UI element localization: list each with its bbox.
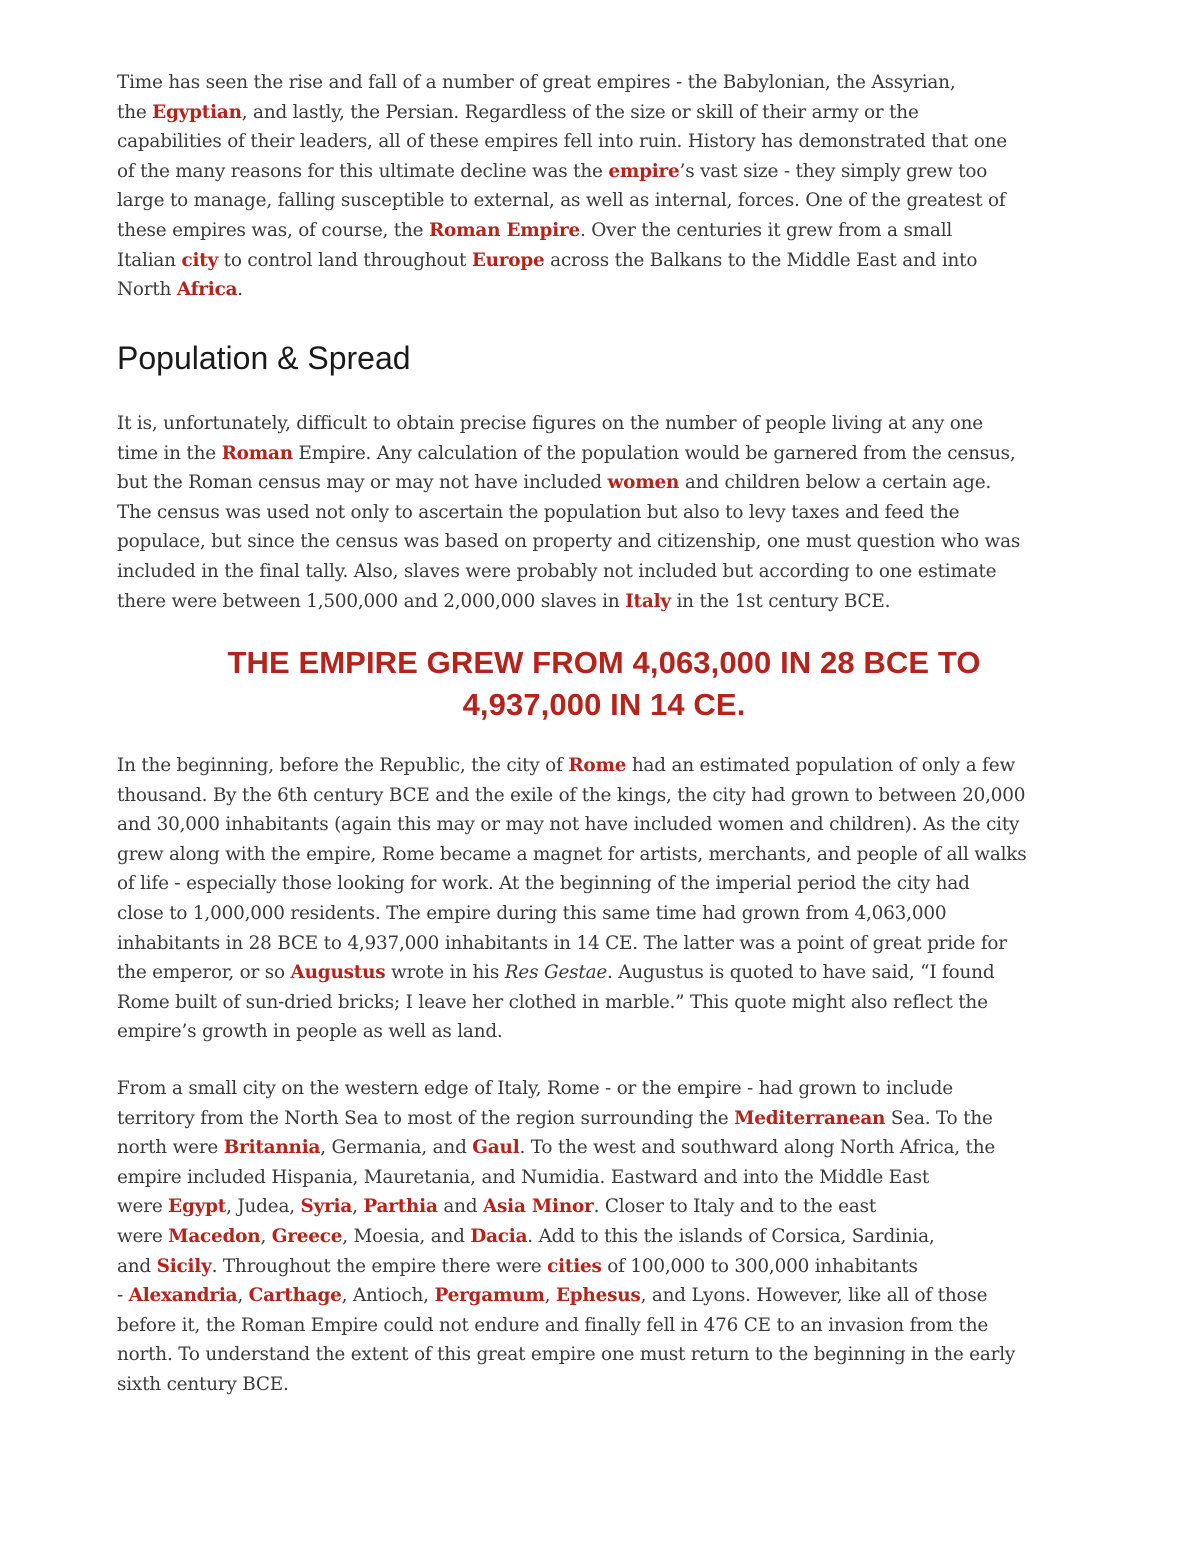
link-dacia[interactable]: Dacia (470, 1225, 528, 1247)
text: there were between 1,500,000 and 2,000,000 slaves in (117, 590, 626, 612)
text: Italian (117, 249, 182, 271)
text: and (117, 1255, 157, 1277)
text: grew along with the empire, Rome became a magnet for artists, merchants, and people of all walks (117, 843, 1027, 865)
text: the emperor, or so (117, 962, 291, 984)
text: Empire. Any calculation of the population would be garnered from the census, (292, 442, 1016, 464)
link-parthia[interactable]: Parthia (363, 1196, 438, 1218)
text: thousand. By the 6th century BCE and the exile of the kings, the city had grown to between 20,000 (117, 784, 1026, 806)
text: North (117, 279, 177, 301)
text: large to manage, falling susceptible to external, as well as internal, forces. One of the greatest of (117, 190, 1006, 212)
text: had an estimated population of only a few (626, 755, 1015, 776)
text: Time has seen the rise and fall of a number of great empires - the Babylonian, the Assyrian, (117, 72, 956, 93)
link-egypt[interactable]: Egypt (168, 1196, 227, 1218)
text: but the Roman census may or may not have included (117, 472, 608, 494)
text: In the beginning, before the Republic, the city of (117, 755, 569, 776)
text: ’s vast size - they simply grew too (679, 160, 988, 182)
link-carthage[interactable]: Carthage (248, 1285, 342, 1307)
link-syria[interactable]: Syria (300, 1196, 353, 1218)
text: , Judea, (226, 1196, 301, 1218)
link-britannia[interactable]: Britannia (223, 1137, 321, 1159)
link-ephesus[interactable]: Ephesus (555, 1285, 641, 1307)
text: . Add to this the islands of Corsica, Sardinia, (527, 1225, 935, 1247)
text: and 30,000 inhabitants (again this may or may not have included women and children). As the city (117, 814, 1020, 836)
text: , Moesia, and (342, 1225, 471, 1247)
link-empire[interactable]: empire (608, 160, 680, 182)
link-women[interactable]: women (607, 472, 680, 494)
text: sixth century BCE. (117, 1373, 289, 1395)
text: - (117, 1285, 129, 1307)
link-cities[interactable]: cities (547, 1255, 602, 1277)
text: included in the final tally. Also, slaves were probably not included but according to one estimate (117, 560, 997, 582)
text: . Closer to Italy and to the east (593, 1196, 877, 1218)
link-rome[interactable]: Rome (568, 755, 627, 776)
text: of life - especially those looking for work. At the beginning of the imperial period the city had (117, 873, 970, 895)
text: Sea. To the (885, 1107, 993, 1129)
beginning-paragraph (117, 751, 1092, 1047)
res-gestae-title: Res Gestae (504, 962, 608, 984)
intro-paragraph (117, 68, 1092, 305)
text: and children below a certain age. (679, 472, 992, 494)
link-greece[interactable]: Greece (271, 1225, 343, 1247)
text: territory from the North Sea to most of the region surrounding the (117, 1107, 735, 1129)
text: , (544, 1285, 556, 1307)
text: of 100,000 to 300,000 inhabitants (601, 1255, 918, 1277)
text: , and Lyons. However, like all of those (640, 1285, 988, 1307)
section-heading: Population & Spread (117, 340, 411, 376)
text: . Over the centuries it grew from a small (579, 219, 953, 241)
link-egyptian[interactable]: Egyptian (152, 101, 242, 123)
text: these empires was, of course, the (117, 219, 429, 241)
link-alexandria[interactable]: Alexandria (128, 1285, 238, 1307)
text: of the many reasons for this ultimate decline was the (117, 160, 609, 182)
link-africa[interactable]: Africa (176, 279, 238, 301)
text: close to 1,000,000 residents. The empire during this same time had grown from 4,063,000 (117, 902, 947, 924)
text: north. To understand the extent of this great empire one must return to the beginning in the early (117, 1344, 1016, 1366)
text: were (117, 1196, 169, 1218)
text: , and lastly, the Persian. Regardless of the size or skill of their army or the (241, 101, 919, 123)
text: across the Balkans to the Middle East and into (544, 249, 978, 271)
text: inhabitants in 28 BCE to 4,937,000 inhabitants in 14 CE. The latter was a point of great pride for (117, 932, 1007, 954)
text: and (437, 1196, 483, 1218)
text: in the 1st century BCE. (670, 590, 891, 612)
link-roman[interactable]: Roman (221, 442, 293, 464)
link-roman-empire[interactable]: Roman Empire (428, 219, 580, 241)
text: , (260, 1225, 272, 1247)
text: populace, but since the census was based on property and citizenship, one must question who was (117, 531, 1021, 553)
text: , Antioch, (341, 1285, 435, 1307)
text: . (237, 279, 243, 301)
territory-paragraph (117, 1074, 1092, 1400)
text: before it, the Roman Empire could not endure and finally fell in 476 CE to an invasion from the (117, 1314, 989, 1336)
text: , Germania, and (320, 1137, 473, 1159)
text: , (237, 1285, 249, 1307)
link-city[interactable]: city (181, 249, 219, 271)
pull-quote-line-2: 4,937,000 IN 14 CE. (462, 687, 746, 722)
pull-quote-line-1: THE EMPIRE GREW FROM 4,063,000 IN 28 BCE TO (227, 645, 981, 680)
text: From a small city on the western edge of Italy, Rome - or the empire - had grown to include (117, 1078, 953, 1099)
link-pergamum[interactable]: Pergamum (434, 1285, 545, 1307)
link-sicily[interactable]: Sicily (156, 1255, 212, 1277)
link-italy[interactable]: Italy (625, 590, 671, 612)
text: the (117, 101, 153, 123)
link-europe[interactable]: Europe (471, 249, 545, 271)
link-augustus[interactable]: Augustus (290, 962, 386, 984)
text: empire’s growth in people as well as land. (117, 1021, 503, 1043)
link-asia-minor[interactable]: Asia Minor (482, 1196, 594, 1218)
text: time in the (117, 442, 222, 464)
link-mediterranean[interactable]: Mediterranean (734, 1107, 886, 1129)
text: capabilities of their leaders, all of these empires fell into ruin. History has demonstrated that one (117, 131, 1007, 153)
text: , (352, 1196, 364, 1218)
text: to control land throughout (218, 249, 472, 271)
text: . To the west and southward along North Africa, the (519, 1137, 996, 1159)
text: were (117, 1225, 169, 1247)
link-macedon[interactable]: Macedon (168, 1225, 261, 1247)
text: north were (117, 1137, 224, 1159)
pull-quote (117, 642, 1033, 726)
text: empire included Hispania, Mauretania, and Numidia. Eastward and into the Middle East (117, 1166, 930, 1188)
text: wrote in his (385, 962, 505, 984)
text: It is, unfortunately, difficult to obtain precise figures on the number of people living at any one (117, 413, 983, 434)
text: The census was used not only to ascertain the population but also to levy taxes and feed the (117, 501, 960, 523)
text: Rome built of sun-dried bricks; I leave her clothed in marble.” This quote might also reflect the (117, 991, 988, 1013)
text: . Augustus is quoted to have said, “I found (607, 962, 995, 984)
population-paragraph (117, 409, 1092, 616)
link-gaul[interactable]: Gaul (472, 1137, 520, 1159)
text: . Throughout the empire there were (211, 1255, 548, 1277)
